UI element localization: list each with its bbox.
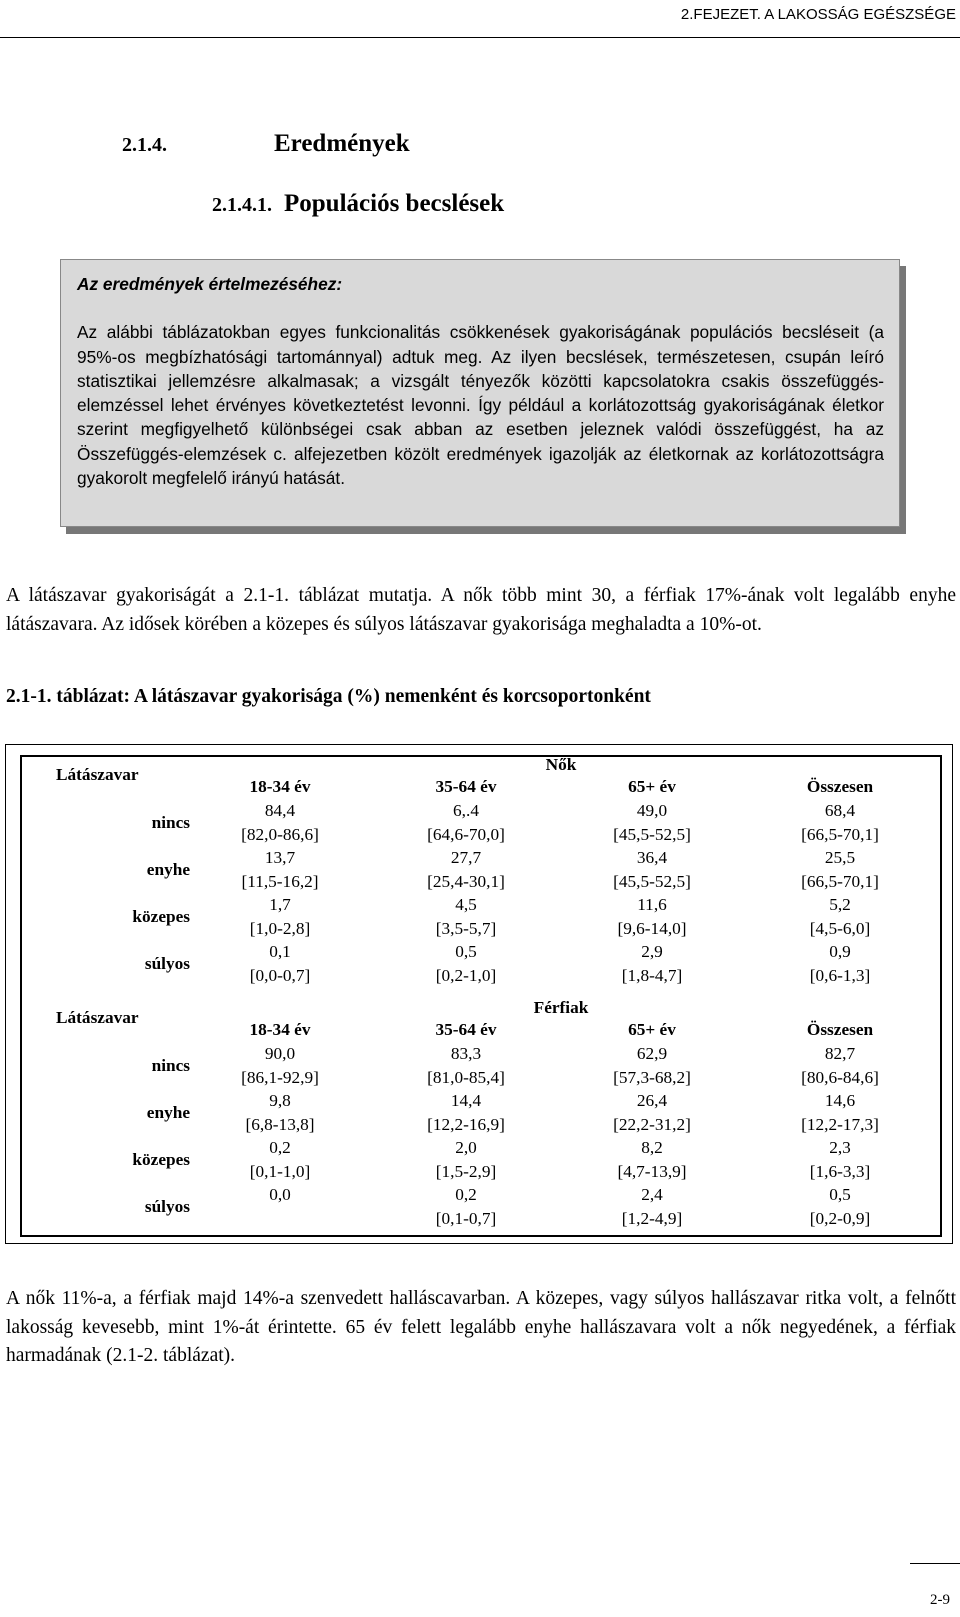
cell-ci: [0,6-1,3] xyxy=(809,966,871,985)
cell-value: 0,5 xyxy=(829,1185,851,1204)
paragraph-vision: A látászavar gyakoriságát a 2.1-1. táblázat mutatja. A nők több mint 30, a férfiak 17%-ának volt legalább enyhe látászavara. Az idősek körében a közepes és súlyos látászavar gyakorisága meghaladta a 10%-ot. xyxy=(6,585,956,635)
row-header-label: Látászavar xyxy=(56,1008,139,1027)
section-heading xyxy=(122,130,410,158)
cell-ci: [1,5-2,9] xyxy=(435,1162,497,1181)
column-header: Összesen xyxy=(806,777,874,796)
section-title: Eredmények xyxy=(274,130,410,157)
cell-ci: [1,8-4,7] xyxy=(621,966,683,985)
cell-value: 4,5 xyxy=(455,895,477,914)
column-header: 18-34 év xyxy=(249,1020,311,1039)
cell-ci: [0,2-1,0] xyxy=(435,966,497,985)
cell-ci: [66,5-70,1] xyxy=(801,872,879,891)
cell-ci: [64,6-70,0] xyxy=(427,825,505,844)
cell-ci: [86,1-92,9] xyxy=(241,1068,319,1087)
cell-value: 14,6 xyxy=(824,1091,856,1110)
cell-ci: [81,0-85,4] xyxy=(427,1068,505,1087)
cell-ci: [1,0-2,8] xyxy=(249,919,311,938)
cell-ci: [80,6-84,6] xyxy=(801,1068,879,1087)
cell-value: 11,6 xyxy=(637,895,667,914)
cell-ci: [0,1-1,0] xyxy=(249,1162,311,1181)
cell-ci: [12,2-17,3] xyxy=(801,1115,879,1134)
cell-value: 2,4 xyxy=(641,1185,663,1204)
note-box xyxy=(60,259,900,527)
cell-value: 0,9 xyxy=(829,942,851,961)
page-number: 2-9 xyxy=(930,1592,950,1608)
cell-value: 36,4 xyxy=(636,848,668,867)
cell-value: 0,5 xyxy=(455,942,477,961)
cell-value: 68,4 xyxy=(824,801,856,820)
cell-ci: [66,5-70,1] xyxy=(801,825,879,844)
table-frame xyxy=(5,744,953,1244)
row-label: nincs xyxy=(151,1056,190,1075)
cell-value: 0,2 xyxy=(269,1138,291,1157)
cell-value: 0,2 xyxy=(455,1185,477,1204)
cell-value: 0,0 xyxy=(269,1185,291,1204)
subsection-title: Populációs becslések xyxy=(284,190,505,217)
note-box-title: Az eredmények értelmezéséhez: xyxy=(77,274,343,294)
row-header-label: Látászavar xyxy=(56,765,139,784)
group-header-women: Nők xyxy=(545,755,577,774)
cell-ci: [4,5-6,0] xyxy=(809,919,871,938)
section-number: 2.1.4. xyxy=(122,134,167,156)
note-box-body: Az alábbi táblázatokban egyes funkcionalitás csökkenések gyakoriságának populációs becsléseit (a 95%-os megbízhatósági tartománnyal) adtuk meg. Az ilyen becslések, természetesen, csupán leíró statisztikai jellemzésre alkalmasak; a vizsgált tényezők közötti kapcsolatokra csakis összefüggés-elemzéssel lehet érvényes következtetést levonni. Így például a korlátozottság gyakoriságának életkor szerint megfigyelhető különbségei csak abban az esetben jeleznek valódi összefüggést, ha az Összefüggés-elemzések c. alfejezetben közölt eredmények igazolják az életkornak az korlátozottságra gyakorolt megfelelő irányú hatását. xyxy=(77,322,884,489)
cell-value: 1,7 xyxy=(269,895,291,914)
cell-ci: [57,3-68,2] xyxy=(613,1068,691,1087)
column-header: Összesen xyxy=(806,1020,874,1039)
row-label: súlyos xyxy=(144,1197,190,1216)
group-header-men: Férfiak xyxy=(533,998,589,1017)
cell-value: 49,0 xyxy=(636,801,668,820)
cell-ci: [11,5-16,2] xyxy=(241,872,319,891)
cell-value: 5,2 xyxy=(829,895,851,914)
row-label: enyhe xyxy=(146,860,190,879)
cell-ci: [0,2-0,9] xyxy=(809,1209,871,1228)
subsection-number: 2.1.4.1. xyxy=(212,194,272,216)
row-label: enyhe xyxy=(146,1103,190,1122)
cell-ci: [12,2-16,9] xyxy=(427,1115,505,1134)
table xyxy=(20,755,942,1237)
column-header: 35-64 év xyxy=(435,1020,497,1039)
cell-value: 90,0 xyxy=(264,1044,296,1063)
cell-value: 13,7 xyxy=(264,848,296,867)
cell-value: 82,7 xyxy=(824,1044,856,1063)
row-label: közepes xyxy=(132,1150,190,1169)
column-header: 18-34 év xyxy=(249,777,311,796)
table-caption: 2.1-1. táblázat: A látászavar gyakorisága (%) nemenként és korcsoportonként xyxy=(6,686,651,707)
cell-ci: [22,2-31,2] xyxy=(613,1115,691,1134)
cell-ci: [3,5-5,7] xyxy=(435,919,497,938)
cell-value: 26,4 xyxy=(636,1091,668,1110)
paragraph-hearing: A nők 11%-a, a férfiak majd 14%-a szenvedett halláscavarban. A közepes, vagy súlyos hallászavar ritka volt, a felnőtt lakosság kevesebb, mint 1%-át érintette. 65 év felett legalább enyhe hallászavara volt a nők negyedének, a férfiak harmadának (2.1-2. táblázat). xyxy=(6,1288,956,1366)
cell-value: 9,8 xyxy=(269,1091,291,1110)
cell-value: 2,0 xyxy=(455,1138,477,1157)
cell-ci: [4,7-13,9] xyxy=(617,1162,687,1181)
cell-ci: [82,0-86,6] xyxy=(241,825,319,844)
cell-ci: [25,4-30,1] xyxy=(427,872,505,891)
cell-ci: [1,6-3,3] xyxy=(809,1162,871,1181)
cell-value: 62,9 xyxy=(636,1044,668,1063)
cell-value: 6,.4 xyxy=(453,801,479,820)
cell-ci: [6,8-13,8] xyxy=(245,1115,315,1134)
header-rule xyxy=(0,37,960,38)
cell-value: 2,9 xyxy=(641,942,663,961)
cell-value: 2,3 xyxy=(829,1138,851,1157)
cell-value: 0,1 xyxy=(269,942,291,961)
cell-value: 8,2 xyxy=(641,1138,663,1157)
column-header: 65+ év xyxy=(628,1020,676,1039)
column-header: 65+ év xyxy=(628,777,676,796)
row-label: súlyos xyxy=(144,954,190,973)
row-label: nincs xyxy=(151,813,190,832)
cell-value: 83,3 xyxy=(450,1044,482,1063)
cell-value: 14,4 xyxy=(450,1091,482,1110)
cell-ci: [9,6-14,0] xyxy=(617,919,687,938)
cell-ci: [0,0-0,7] xyxy=(249,966,311,985)
cell-ci: [45,5-52,5] xyxy=(613,872,691,891)
cell-value: 27,7 xyxy=(450,848,482,867)
row-label: közepes xyxy=(132,907,190,926)
cell-value: 84,4 xyxy=(264,801,296,820)
cell-value: 25,5 xyxy=(824,848,856,867)
cell-ci: [0,1-0,7] xyxy=(435,1209,497,1228)
cell-ci: [45,5-52,5] xyxy=(613,825,691,844)
cell-ci: [1,2-4,9] xyxy=(621,1209,683,1228)
column-header: 35-64 év xyxy=(435,777,497,796)
subsection-heading xyxy=(212,190,504,218)
footer-rule xyxy=(910,1563,960,1564)
running-header: 2.FEJEZET. A LAKOSSÁG EGÉSZSÉGE xyxy=(680,6,956,23)
